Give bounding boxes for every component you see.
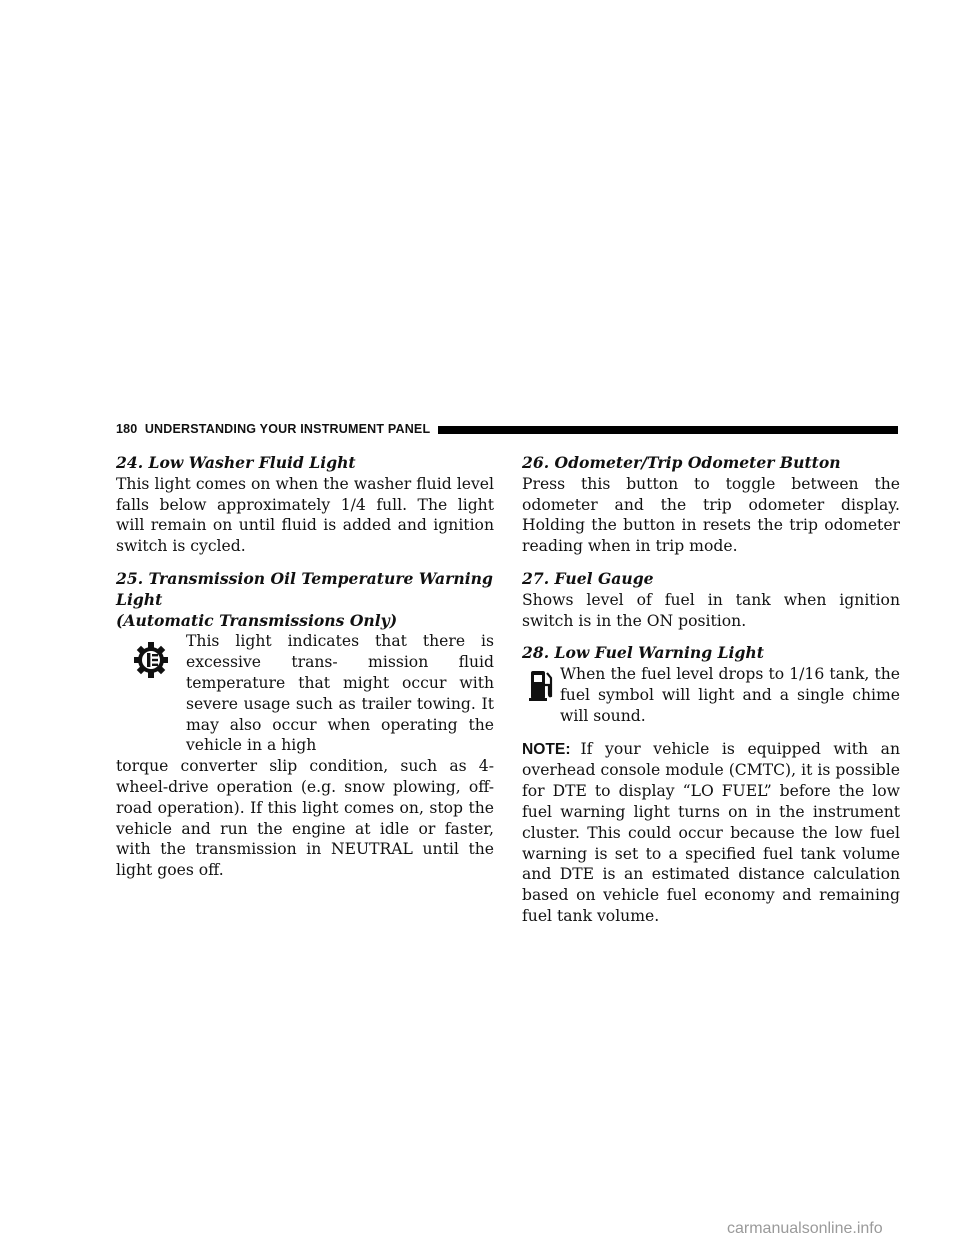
section-25 (116, 569, 494, 881)
section-27 (522, 569, 900, 631)
page-header-label (116, 421, 430, 437)
section-24 (116, 453, 494, 557)
section-28-title: 28. Low Fuel Warning Light (522, 643, 764, 663)
section-24-body: This light comes on when the washer fluid level falls below approximately 1/4 full. The light will remain on until fluid is added and ignition switch is cycled. (116, 474, 494, 556)
section-25-title-line2: (Automatic Transmissions Only) (116, 610, 398, 630)
page-number: 180 (116, 422, 138, 436)
section-27-title: 27. Fuel Gauge (522, 568, 654, 588)
section-28-icon-row (522, 664, 900, 726)
section-24-title: 24. Low Washer Fluid Light (116, 453, 356, 472)
section-28-body: When the fuel level drops to 1/16 tank, the fuel symbol will light and a single chime will sound. (560, 665, 900, 725)
section-26 (522, 453, 900, 557)
right-column (522, 453, 900, 939)
section-25-body-indented: This light indicates that there is excessive trans- mission fluid temperature that might occur with severe usage such as trailer towing. It may also occur when operating the vehicle in a high (186, 632, 494, 755)
fuel-pump-icon (522, 664, 560, 726)
section-28 (522, 643, 900, 726)
header-rule (438, 426, 898, 434)
transmission-temperature-icon-graphic (133, 641, 169, 679)
section-title: UNDERSTANDING YOUR INSTRUMENT PANEL (144, 422, 431, 436)
note-body: If your vehicle is equipped with an overhead console module (CMTC), it is possible for DTE to display “LO FUEL” before the low fuel warning light turns on in the instrument cluster. This could occur because the low fuel warning is set to a specified fuel tank volume and DTE is an estimated distance calculation based on vehicle fuel economy and remaining fuel tank volume. (522, 739, 900, 925)
section-25-title-line1: 25. Transmission Oil Temperature Warning Light (116, 568, 493, 609)
section-25-icon-row (116, 631, 494, 756)
page-header (116, 421, 898, 437)
left-column (116, 453, 494, 893)
note-label: NOTE: (522, 740, 571, 758)
note-block (522, 739, 900, 927)
section-26-body: Press this button to toggle between the odometer and the trip odometer display. Holding the button in resets the trip odometer reading when in trip mode. (522, 474, 900, 556)
note-paragraph (522, 739, 900, 927)
section-26-title: 26. Odometer/Trip Odometer Button (522, 453, 841, 472)
watermark: carmanualsonline.info (727, 1220, 883, 1237)
fuel-pump-icon-graphic (529, 667, 553, 703)
transmission-temperature-icon (116, 631, 186, 756)
section-25-body-full: torque converter slip condition, such as 4-wheel-drive operation (e.g. snow plowing, off- road operation). If this light comes on, stop the vehicle and run the engine at idle or faster, with the transmission in NEUTRAL until the light goes off. (116, 757, 494, 880)
section-27-body: Shows level of fuel in tank when ignition switch is in the ON position. (522, 590, 900, 630)
